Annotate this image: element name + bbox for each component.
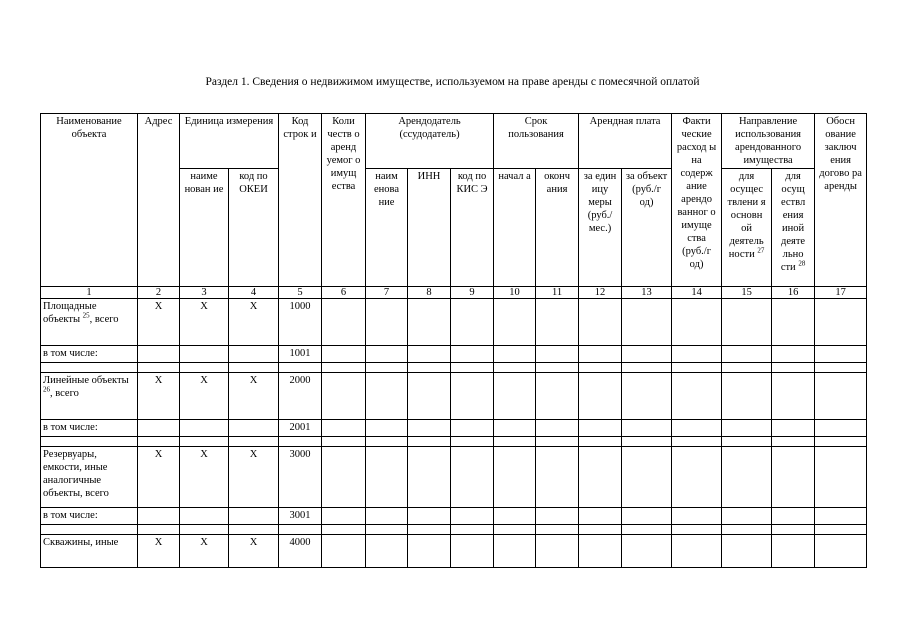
table-cell[interactable] [622,437,672,447]
table-cell[interactable] [408,525,451,535]
table-cell[interactable] [536,508,579,525]
spacer-row [41,437,867,447]
table-cell[interactable] [451,437,494,447]
table-cell[interactable] [579,447,622,508]
spacer-row [41,525,867,535]
line-code-cell[interactable]: 2001 [279,420,322,437]
table-cell[interactable] [366,346,408,363]
table-cell[interactable] [815,437,867,447]
table-cell[interactable] [322,535,366,568]
unit-name-cell[interactable]: X [180,535,229,568]
table-cell[interactable] [672,437,722,447]
table-cell[interactable] [138,420,180,437]
header-lessor-kis: код по КИС Э [451,169,494,287]
table-cell[interactable] [722,299,772,346]
table-row [41,508,867,525]
row-name-cell[interactable] [41,373,138,420]
unit-name-cell[interactable]: X [180,447,229,508]
table-cell[interactable] [366,508,408,525]
row-name-cell[interactable] [41,420,138,437]
table-cell[interactable] [622,447,672,508]
table-cell[interactable] [672,525,722,535]
table-cell[interactable] [366,363,408,373]
table-cell[interactable] [672,535,722,568]
row-name-cell[interactable] [41,535,138,568]
table-cell[interactable] [322,525,366,535]
column-number: 9 [451,287,494,299]
table-cell[interactable] [622,525,672,535]
table-cell[interactable] [579,373,622,420]
table-cell[interactable] [366,525,408,535]
footnote-mark: 25 [82,311,90,320]
table-cell[interactable] [772,508,815,525]
table-cell[interactable] [408,346,451,363]
table-cell[interactable] [772,346,815,363]
table-cell[interactable] [722,535,772,568]
table-cell[interactable] [138,508,180,525]
table-cell[interactable] [622,346,672,363]
header-name: Наименование объекта [41,114,138,287]
table-cell[interactable] [451,373,494,420]
column-number: 1 [41,287,138,299]
table-cell[interactable] [672,373,722,420]
table-cell[interactable] [138,346,180,363]
header-unit-code: код по ОКЕИ [229,169,279,287]
table-cell[interactable] [536,525,579,535]
table-cell[interactable] [408,437,451,447]
table-cell[interactable] [494,525,536,535]
table-cell[interactable] [815,447,867,508]
table-cell[interactable] [494,363,536,373]
table-cell[interactable] [815,363,867,373]
table-cell[interactable] [451,508,494,525]
table-cell[interactable] [722,346,772,363]
table-body [41,299,867,568]
table-cell[interactable] [451,346,494,363]
table-cell[interactable] [366,420,408,437]
line-code-cell[interactable]: 1000 [279,299,322,346]
table-cell[interactable] [815,299,867,346]
table-cell[interactable] [722,420,772,437]
footnote-28: 28 [798,259,806,268]
line-code-cell[interactable]: 1001 [279,346,322,363]
unit-name-cell[interactable]: X [180,299,229,346]
row-name-cell[interactable] [41,346,138,363]
row-name-cell[interactable] [41,447,138,508]
table-cell[interactable] [322,437,366,447]
table-cell[interactable] [180,363,229,373]
row-name-tail: , всего [89,314,119,325]
table-row [41,535,867,568]
table-cell[interactable] [579,299,622,346]
table-cell[interactable] [622,363,672,373]
table-cell[interactable] [622,373,672,420]
column-number: 17 [815,287,867,299]
address-cell[interactable]: X [138,373,180,420]
table-cell[interactable] [536,346,579,363]
table-cell[interactable] [494,437,536,447]
table-cell[interactable] [180,508,229,525]
table-cell[interactable] [722,363,772,373]
table-cell[interactable] [672,299,722,346]
line-code-cell[interactable]: 4000 [279,535,322,568]
header-justification: Обосн ование заключ ения догово ра аренды [815,114,867,287]
table-cell[interactable] [772,437,815,447]
section-title: Раздел 1. Сведения о недвижимом имуществе, используемом на праве аренды с помесячной оплатой [205,76,700,88]
purpose-main-label: для осущес твлени я основн ой деятель ности [727,171,766,260]
table-cell[interactable] [180,346,229,363]
table-cell[interactable] [366,373,408,420]
table-cell[interactable] [322,363,366,373]
table-row [41,447,867,508]
table-cell[interactable] [408,363,451,373]
table-cell[interactable] [579,346,622,363]
table-cell[interactable] [815,535,867,568]
table-cell[interactable] [494,420,536,437]
table-cell[interactable] [722,525,772,535]
table-cell[interactable] [722,508,772,525]
table-cell[interactable] [772,525,815,535]
table-cell[interactable] [229,363,279,373]
table-cell[interactable] [772,535,815,568]
column-number: 8 [408,287,451,299]
table-cell[interactable] [622,508,672,525]
header-quantity: Коли честв о аренд уемог о имущ ества [322,114,366,287]
table-cell[interactable] [536,363,579,373]
table-cell[interactable] [41,525,138,535]
table-cell[interactable] [41,363,138,373]
table-cell[interactable] [815,525,867,535]
table-cell[interactable] [672,363,722,373]
table-cell[interactable] [672,447,722,508]
table-row [41,420,867,437]
table-cell[interactable] [772,447,815,508]
column-number: 15 [722,287,772,299]
table-cell[interactable] [672,346,722,363]
table-cell[interactable] [579,363,622,373]
header-rent: Арендная плата [579,114,672,169]
header-purpose: Направление использования арендованного имущества [722,114,815,169]
table-cell[interactable] [579,508,622,525]
property-table [40,113,867,568]
table-cell[interactable] [579,535,622,568]
table-cell[interactable] [322,373,366,420]
table-cell[interactable] [408,299,451,346]
table-cell[interactable] [279,363,322,373]
table-cell[interactable] [815,346,867,363]
table-cell[interactable] [451,447,494,508]
header-term: Срок пользования [494,114,579,169]
table-cell[interactable] [536,535,579,568]
table-cell[interactable] [451,363,494,373]
table-cell[interactable] [451,525,494,535]
table-cell[interactable] [772,373,815,420]
header-term-end: оконч ания [536,169,579,287]
column-number: 4 [229,287,279,299]
row-name: в том числе: [43,422,98,433]
table-cell[interactable] [322,447,366,508]
table-row [41,346,867,363]
header-term-start: начал а [494,169,536,287]
table-cell[interactable] [622,535,672,568]
table-cell[interactable] [722,447,772,508]
footnote-27: 27 [757,246,765,255]
row-name: в том числе: [43,510,98,521]
header-lessor: Арендодатель (ссудодатель) [366,114,494,169]
unit-name-cell[interactable]: X [180,373,229,420]
column-number: 5 [279,287,322,299]
table-cell[interactable] [138,437,180,447]
table-cell[interactable] [451,420,494,437]
table-cell[interactable] [622,299,672,346]
row-name-tail: , всего [50,388,79,399]
table-cell[interactable] [579,420,622,437]
header-rent-per-unit: за един ицу меры (руб./ мес.) [579,169,622,287]
line-code-cell[interactable]: 3000 [279,447,322,508]
header-unit-name: наиме нован ие [180,169,229,287]
column-number: 11 [536,287,579,299]
table-row [41,299,867,346]
address-cell[interactable]: X [138,535,180,568]
table-cell[interactable] [408,373,451,420]
column-number: 12 [579,287,622,299]
table-cell[interactable] [180,420,229,437]
table-cell[interactable] [366,437,408,447]
unit-code-cell[interactable]: X [229,535,279,568]
table-cell[interactable] [815,420,867,437]
header-lessor-inn: ИНН [408,169,451,287]
row-name: Площадные объекты [43,301,97,325]
header-address: Адрес [138,114,180,287]
table-cell[interactable] [815,508,867,525]
table-cell[interactable] [180,437,229,447]
table-cell[interactable] [408,508,451,525]
unit-code-cell[interactable]: X [229,299,279,346]
table-cell[interactable] [494,535,536,568]
table-cell[interactable] [579,437,622,447]
table-cell[interactable] [494,508,536,525]
table-cell[interactable] [279,437,322,447]
header-unit: Единица измерения [180,114,279,169]
table-cell[interactable] [494,299,536,346]
column-number: 6 [322,287,366,299]
header-rent-per-object: за объект (руб./г од) [622,169,672,287]
table-cell[interactable] [229,437,279,447]
table-cell[interactable] [494,447,536,508]
column-number-row [41,287,867,299]
column-number: 2 [138,287,180,299]
table-cell[interactable] [138,363,180,373]
table-cell[interactable] [772,299,815,346]
table-cell[interactable] [229,346,279,363]
table-cell[interactable] [536,420,579,437]
table-cell[interactable] [536,447,579,508]
table-cell[interactable] [408,535,451,568]
line-code-cell[interactable]: 3001 [279,508,322,525]
table-cell[interactable] [672,508,722,525]
column-number: 10 [494,287,536,299]
spacer-row [41,363,867,373]
table-cell[interactable] [322,508,366,525]
unit-code-cell[interactable]: X [229,373,279,420]
table-cell[interactable] [772,363,815,373]
row-name-cell[interactable] [41,508,138,525]
table-cell[interactable] [451,299,494,346]
unit-code-cell[interactable]: X [229,447,279,508]
table-cell[interactable] [536,437,579,447]
table-cell[interactable] [579,525,622,535]
table-cell[interactable] [494,373,536,420]
table-cell[interactable] [366,299,408,346]
table-cell[interactable] [722,373,772,420]
header-row-1 [41,114,867,169]
header-actual-costs: Факти ческие расход ы на содерж ание арендо ванног о имуще ства (руб./г од) [672,114,722,287]
table-cell[interactable] [408,420,451,437]
table-cell[interactable] [451,535,494,568]
line-code-cell[interactable]: 2000 [279,373,322,420]
address-cell[interactable]: X [138,299,180,346]
row-name: Резервуары, емкости, иные аналогичные объекты, всего [43,449,109,499]
header-lessor-name: наим енова ние [366,169,408,287]
column-number: 14 [672,287,722,299]
column-number: 7 [366,287,408,299]
table-cell[interactable] [366,535,408,568]
purpose-other-label: для осущ ествл ения иной деяте льно сти [780,171,806,273]
table-cell[interactable] [180,525,229,535]
column-number: 3 [180,287,229,299]
table-cell[interactable] [536,299,579,346]
table-cell[interactable] [229,525,279,535]
header-purpose-other [772,169,815,287]
table-cell[interactable] [722,437,772,447]
table-cell[interactable] [279,525,322,535]
table-cell[interactable] [229,508,279,525]
table-cell[interactable] [322,420,366,437]
table-cell[interactable] [408,447,451,508]
column-number: 16 [772,287,815,299]
row-name: в том числе: [43,348,98,359]
table-row [41,373,867,420]
header-purpose-main [722,169,772,287]
row-name: Линейные объекты [43,375,129,386]
table-cell[interactable] [536,373,579,420]
table-cell[interactable] [815,373,867,420]
address-cell[interactable]: X [138,447,180,508]
header-line-code: Код строк и [279,114,322,287]
table-cell[interactable] [41,437,138,447]
row-name-cell[interactable] [41,299,138,346]
table-cell[interactable] [229,420,279,437]
row-name: Скважины, иные [43,537,119,548]
table-cell[interactable] [672,420,722,437]
table-cell[interactable] [622,420,672,437]
column-number: 13 [622,287,672,299]
table-cell[interactable] [322,346,366,363]
table-cell[interactable] [772,420,815,437]
table-cell[interactable] [322,299,366,346]
table-cell[interactable] [138,525,180,535]
table-cell[interactable] [366,447,408,508]
table-cell[interactable] [494,346,536,363]
footnote-mark: 26 [43,385,50,394]
